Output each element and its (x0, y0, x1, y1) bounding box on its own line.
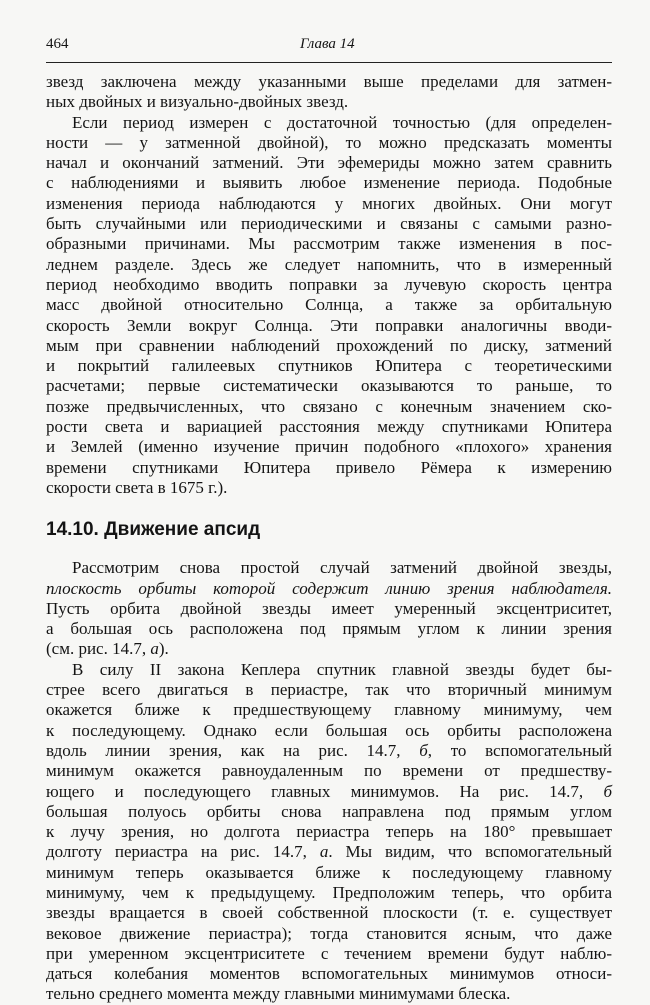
text-line: период необходимо вводить поправки за лучевую скорость центра (46, 274, 612, 294)
text-line: мым при сравнении наблюдений прохождений по диску, затмений (46, 335, 612, 355)
page-header (46, 34, 612, 60)
text-line: Пусть орбита двойной звезды имеет умеренный эксцентриситет, (46, 598, 612, 618)
text-line: рости света и вариацией расстояния между спутниками Юпитера (46, 417, 612, 437)
header-rule (46, 62, 612, 63)
text-line: с наблюдениями и выявить любое изменение периода. Подобные (46, 173, 612, 193)
text-line: быть случайными или периодическими и связаны с самыми разно- (46, 214, 612, 234)
text-line: времени спутниками Юпитера привело Рёмера к измерению (46, 457, 612, 477)
text-line: образными причинами. Мы рассмотрим также изменения в пос- (46, 234, 612, 254)
page-number: 464 (46, 36, 69, 52)
running-head: Глава 14 (300, 36, 355, 52)
text-line: скорости света в 1675 г.). (46, 477, 228, 497)
text-line: ности — у затменной двойной), то можно предсказать моменты (46, 132, 612, 152)
text-line: Рассмотрим снова простой случай затмений двойной звезды, (72, 558, 612, 578)
page-body (46, 72, 612, 1005)
text-line: начал и окончаний затмений. Эти эфемериды можно затем сравнить (46, 153, 612, 173)
text-line: даться колебания моментов вспомогательных минимумов относи- (46, 964, 612, 984)
text-line: стрее всего двигаться в периастре, так что вторичный минимум (46, 680, 612, 700)
text-line: при умеренном эксцентриситете с течением времени будут наблю- (46, 943, 612, 963)
body-text-before-heading (46, 72, 612, 498)
text-line: масс двойной относительно Солнца, а также за орбитальную (46, 295, 612, 315)
text-line: к последующему. Однако если большая ось орбиты расположена (46, 720, 612, 740)
paragraph-apsides-2 (46, 660, 612, 1005)
text-line: тельно среднего момента между главными минимумами блеска. (46, 984, 511, 1004)
text-line: окажется ближе к предшествующему главному минимуму, чем (46, 700, 612, 720)
text-line: плоскость орбиты которой содержит линию зрения наблюдателя. (46, 578, 612, 598)
text-line: скорость Земли вокруг Солнца. Эти поправки аналогичны вводи- (46, 315, 612, 335)
text-line: изменения периода наблюдаются у многих двойных. Они могут (46, 193, 612, 213)
text-line: звезд заключена между указанными выше пределами для затмен- (46, 72, 612, 91)
text-line: минимум теперь оказывается ближе к последующему главному (46, 862, 612, 882)
text-line: звезды вращается в своей собственной плоскости (т. е. существует (46, 903, 612, 923)
text-line: ющего и последующего главных минимумов. На рис. 14.7, б (46, 781, 612, 801)
text-line: долготу периастра на рис. 14.7, а. Мы видим, что вспомогательный (46, 842, 612, 862)
text-line: позже предвычисленных, что связано с конечным значением ско- (46, 396, 612, 416)
text-line: и Землей (именно изучение причин подобного «плохого» хранения (46, 437, 612, 457)
text-line: расчетами; первые систематически оказываются то раньше, то (46, 376, 612, 396)
text-line: вдоль линии зрения, как на рис. 14.7, б, то вспомогательный (46, 740, 612, 760)
text-line: и покрытий галилеевых спутников Юпитера с теоретическими (46, 356, 612, 376)
section-heading: 14.10. Движение апсид (46, 519, 261, 541)
text-line: большая полуось орбиты снова направлена под прямым углом (46, 801, 612, 821)
text-line: а большая ось расположена под прямым углом к линии зрения (46, 619, 612, 639)
text-line: леднем разделе. Здесь же следует напомнить, что в измеренный (46, 254, 612, 274)
paragraph-apsides-1 (46, 558, 612, 659)
text-line: вековое движение периастра); тогда становится ясным, что даже (46, 923, 612, 943)
text-line: минимуму, чем к предыдущему. Предположим теперь, что орбита (46, 882, 612, 902)
text-line: ных двойных и визуально-двойных звезд. (46, 92, 349, 112)
text-line: В силу II закона Кеплера спутник главной звезды будет бы- (72, 659, 612, 679)
text-line: (см. рис. 14.7, а). (46, 639, 169, 659)
text-line: Если период измерен с достаточной точностью (для определен- (72, 112, 612, 132)
text-line: к лучу зрения, но долгота периастра теперь на 180° превышает (46, 822, 612, 842)
text-line: минимум окажется равноудаленным по времени от предшеству- (46, 761, 612, 781)
